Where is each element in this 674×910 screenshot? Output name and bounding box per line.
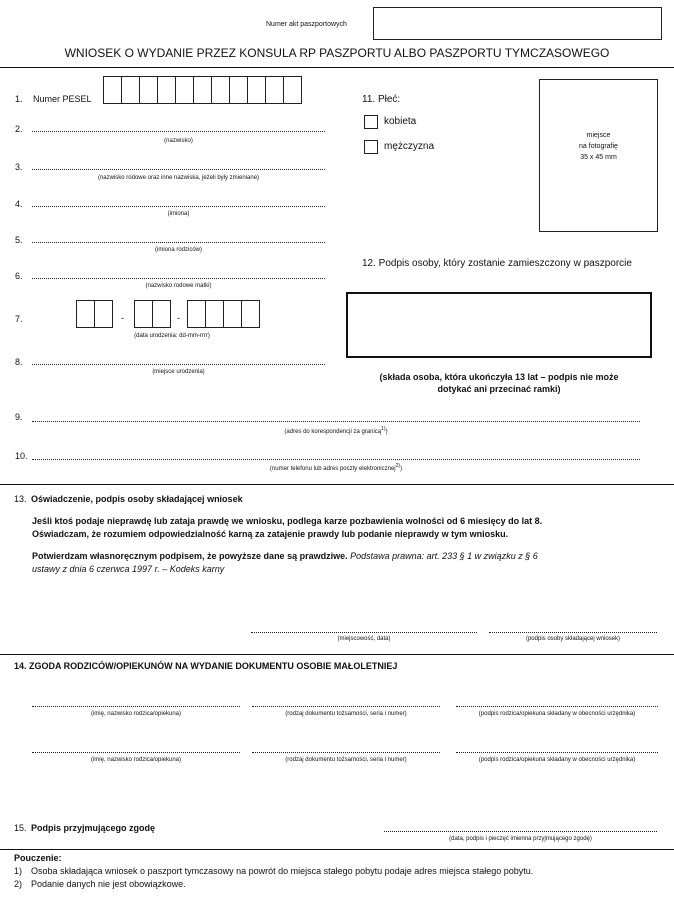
confirmation-line2: ustawy z dnia 6 czerwca 1997 r. – Kodeks karny [32, 564, 225, 574]
field-1-number: 1. [15, 94, 23, 104]
place-date-field[interactable] [251, 632, 477, 633]
applicant-signature-caption: (podpis osoby składającej wniosek) [525, 636, 621, 642]
instructions-title: Pouczenie: [14, 853, 62, 863]
given-names-field[interactable] [32, 206, 325, 207]
given-names-caption: (imiona) [167, 211, 190, 217]
birthplace-caption: (miejsce urodzenia) [152, 369, 205, 375]
note-1-number: 1) [14, 866, 23, 876]
phone-email-field[interactable] [32, 459, 640, 460]
female-label: kobieta [384, 116, 417, 127]
parents-names-field[interactable] [32, 242, 325, 243]
field-6-number: 6. [15, 271, 23, 281]
passport-signature-label: 12. Podpis osoby, który zostanie zamieszczony w paszporcie [362, 258, 632, 269]
mother-maiden-name-caption: (nazwisko rodowe matki) [145, 283, 212, 289]
receiver-signature-field[interactable] [384, 831, 657, 832]
surname-caption: (nazwisko) [164, 138, 193, 144]
parent2-signature-caption: (podpis rodzica/opiekuna składany w obecności urzędnika) [478, 757, 636, 763]
correspondence-address-caption: (adres do korespondencji za granicą$^{1)}$) [284, 426, 388, 435]
section-14-heading: 14. ZGODA RODZICÓW/OPIEKUNÓW NA WYDANIE DOKUMENTU OSOBIE MAŁOLETNIEJ [14, 661, 398, 671]
parent2-name-field[interactable] [32, 752, 240, 753]
parent1-document-caption: (rodzaj dokumentu tożsamości, seria i numer) [285, 711, 407, 717]
birthplace-field[interactable] [32, 364, 325, 365]
parent1-name-field[interactable] [32, 706, 240, 707]
birth-month-input[interactable] [135, 300, 171, 328]
passport-signature-box[interactable] [346, 292, 652, 358]
confirmation-line1: Potwierdzam własnoręcznym podpisem, że powyższe dane są prawdziwe. Podstawa prawna: art. 233 § 1 w związku z § 6 [32, 551, 538, 561]
gender-label: 11. Płeć: [362, 94, 401, 105]
photo-text-line2: na fotografię [579, 143, 618, 150]
family-name-caption: (nazwisko rodowe oraz inne nazwiska, jeżeli były zmieniane) [97, 175, 260, 181]
field-3-number: 3. [15, 162, 23, 172]
family-name-field[interactable] [32, 169, 325, 170]
parent1-name-caption: (imię, nazwisko rodzica/opiekuna) [90, 711, 182, 717]
divider [0, 484, 674, 485]
male-label: mężczyzna [384, 141, 435, 152]
parent1-document-field[interactable] [252, 706, 440, 707]
passport-record-field[interactable] [373, 7, 662, 40]
field-2-number: 2. [15, 124, 23, 134]
divider [0, 849, 674, 850]
section-13-number: 13. [14, 494, 27, 504]
field-7-number: 7. [15, 314, 23, 324]
parent2-document-field[interactable] [252, 752, 440, 753]
field-9-number: 9. [15, 412, 23, 422]
date-separator: - [121, 313, 124, 323]
section-15-number: 15. [14, 823, 27, 833]
form-title: WNIOSEK O WYDANIE PRZEZ KONSULA RP PASZPORTU ALBO PASZPORTU TYMCZASOWEGO [64, 46, 610, 60]
field-4-number: 4. [15, 199, 23, 209]
field-10-number: 10. [15, 451, 28, 461]
note-1-text: Osoba składająca wniosek o paszport tymczasowy na powrót do miejsca stałego pobytu podaje adres miejsca stałego pobytu. [31, 866, 534, 876]
signature-note-line1: (składa osoba, która ukończyła 13 lat – podpis nie może [379, 372, 619, 382]
note-2-text: Podanie danych nie jest obowiązkowe. [31, 879, 186, 889]
note-2-number: 2) [14, 879, 23, 889]
female-checkbox[interactable] [364, 115, 378, 129]
parent1-signature-caption: (podpis rodzica/opiekuna składany w obecności urzędnika) [478, 711, 636, 717]
date-separator: - [177, 313, 180, 323]
mother-maiden-name-field[interactable] [32, 278, 325, 279]
parent2-signature-field[interactable] [456, 752, 658, 753]
section-15-heading: Podpis przyjmującego zgodę [31, 823, 156, 833]
birth-day-input[interactable] [77, 300, 113, 328]
correspondence-address-field[interactable] [32, 421, 640, 422]
photo-text-line3: 35 x 45 mm [580, 154, 617, 161]
photo-text-line1: miejsce [586, 132, 611, 139]
surname-field[interactable] [32, 131, 325, 132]
applicant-signature-field[interactable] [489, 632, 657, 633]
male-checkbox[interactable] [364, 140, 378, 154]
field-8-number: 8. [15, 357, 23, 367]
parent1-signature-field[interactable] [456, 706, 658, 707]
parent2-name-caption: (imię, nazwisko rodzica/opiekuna) [90, 757, 182, 763]
pesel-label: Numer PESEL [33, 94, 92, 104]
birth-year-input[interactable] [188, 300, 260, 328]
birth-date-caption: (data urodzenia: dd-mm-rrrr) [134, 333, 210, 339]
passport-record-label: Numer akt paszportowych [266, 21, 347, 28]
divider [0, 67, 674, 68]
declaration-line2: Oświadczam, że rozumiem odpowiedzialność karną za zatajenie prawdy lub podanie nieprawdy w tym wniosku. [32, 529, 509, 539]
section-13-heading: Oświadczenie, podpis osoby składającej wniosek [31, 494, 243, 504]
field-5-number: 5. [15, 235, 23, 245]
declaration-line1: Jeśli ktoś podaje nieprawdę lub zataja prawdę we wniosku, podlega karze pozbawienia wolności od 6 miesięcy do lat 8. [32, 516, 543, 526]
place-date-caption: (miejscowość, data) [337, 636, 391, 642]
parent2-document-caption: (rodzaj dokumentu tożsamości, seria i numer) [285, 757, 407, 763]
pesel-input[interactable] [104, 76, 302, 104]
divider [0, 654, 674, 655]
signature-note-line2: dotykać ani przecinać ramki) [437, 384, 561, 394]
parents-names-caption: (imiona rodziców) [154, 247, 202, 253]
phone-email-caption: (numer telefonu lub adres poczty elektronicznej$^{2)}$) [269, 463, 403, 472]
receiver-signature-caption: (data, podpis i pieczęć imienna przyjmującego zgodę) [449, 836, 592, 842]
